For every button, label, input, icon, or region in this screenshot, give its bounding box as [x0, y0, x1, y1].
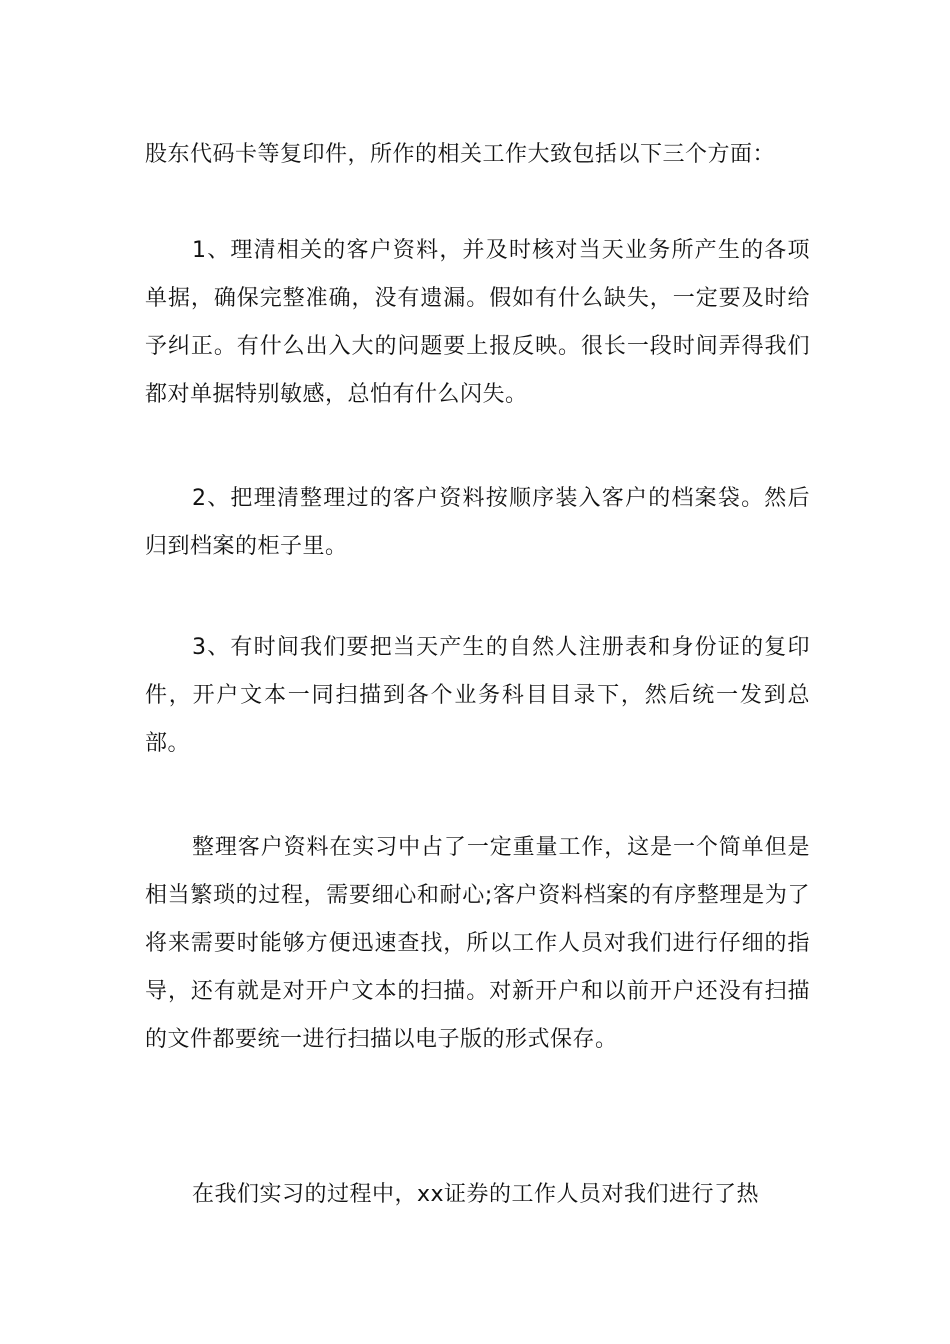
- paragraph-summary: 整理客户资料在实习中占了一定重量工作，这是一个简单但是相当繁琐的过程，需要细心和耐心;客户资料档案的有序整理是为了将来需要时能够方便迅速查找，所以工作人员对我们进行仔细的指导，还有就是对开户文本的扫描。对新开户和以前开户还没有扫描的文件都要统一进行扫描以电子版的形式保存。: [145, 835, 810, 1052]
- paragraph-item-1: 1、理清相关的客户资料，并及时核对当天业务所产生的各项单据，确保完整准确，没有遗漏。假如有什么缺失，一定要及时给予纠正。有什么出入大的问题要上报反映。很长一段时间弄得我们都对单据特别敏感，总怕有什么闪失。: [145, 238, 810, 407]
- paragraph-item-2: 2、把理清整理过的客户资料按顺序装入客户的档案袋。然后归到档案的柜子里。: [145, 486, 810, 559]
- paragraph-item-3: 3、有时间我们要把当天产生的自然人注册表和身份证的复印件，开户文本一同扫描到各个业务科目目录下，然后统一发到总部。: [145, 635, 810, 756]
- paragraph-intro-continuation: 股东代码卡等复印件，所作的相关工作大致包括以下三个方面：: [145, 142, 776, 167]
- paragraph-closing-start: 在我们实习的过程中，xx证券的工作人员对我们进行了热: [192, 1182, 760, 1207]
